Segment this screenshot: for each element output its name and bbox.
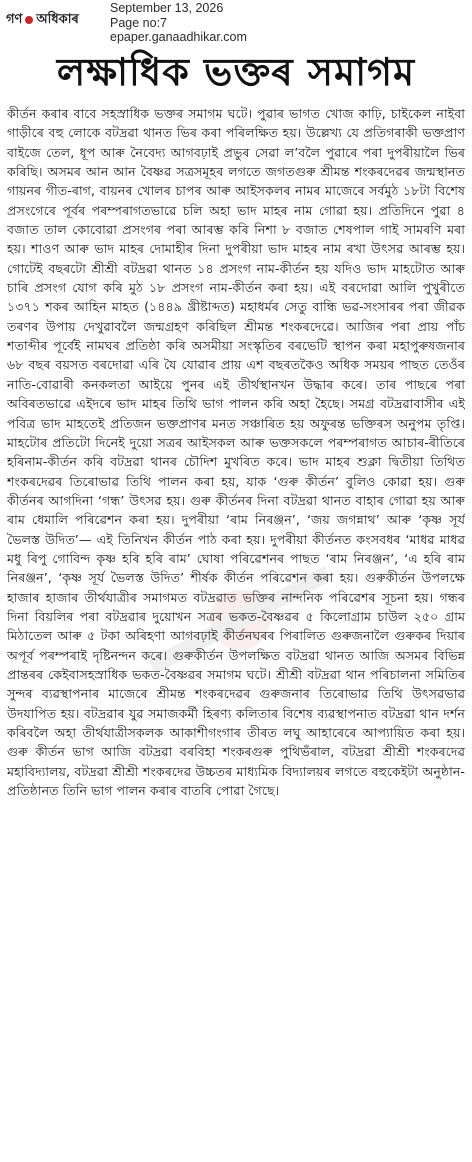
- edition-date: September 13, 2026: [110, 1, 224, 15]
- newspaper-logo: [6, 8, 94, 32]
- article-headline: লক্ষাধিক ভক্তৰ সমাগম: [56, 50, 416, 94]
- article-body: [7, 104, 465, 1156]
- epaper-url[interactable]: epaper.ganaadhikar.com: [110, 30, 247, 44]
- logo-text-right: অধিকাৰ: [36, 11, 79, 27]
- edition-meta: [110, 1, 350, 45]
- page-header: [0, 0, 472, 46]
- logo-text-left: গণ: [6, 11, 23, 27]
- logo-dot-icon: [25, 16, 33, 24]
- page-number: Page no:7: [110, 15, 167, 30]
- article-paragraph: কীৰ্তন কৰাৰ বাবে সহস্ৰাধিক ভক্তৰ সমাগম ঘটে। পুৱাৰ ভাগত খোজ কাঢ়ি, চাইকেল নাইবা গাড়ীৰে বহু লোকে বটদ্ৰৱা থানত ভিৰ কৰা পৰিলক্ষিত হয়। উল্লেখ্য যে প্ৰতিগৰাকী ভক্তপ্ৰাণ বাইজে তেল, ধূপ আৰু নৈবেদ্য আগবঢ়াই প্ৰভুৰ সেৱা ল’বলৈ পুৱাৰে পৰা দুপৰীয়ালৈ ভিৰ কৰিছি। অসমৰ আন আন বৈষ্ণৱ সত্ৰসমূহৰ লগতে জগতগুৰু শ্ৰীমন্ত শংকৰদেৱৰ জন্মস্থানত গায়নৰ গীত-ৰাগ, বায়নৰ খোলৰ চাপৰ আৰু আইসকলৰ নামৰ মাজেৰে সৰ্বমুঠ ১৮টা বিশেষ প্ৰসংগেৰে পূৰ্বৰ পৰম্পৰাগতভাৱে চলি অহা ভাদ মাহৰ নাম গোৱা হয়। প্ৰতিদিনে পুৱা ৪ বজাত তাল কোবোৱা প্ৰসংগৰ পৰা আৰম্ভ কৰি নিশা ৮ বজাত শেষপাল গাই সামৰণি মৰা হয়। শাওণ আৰু ভাদ মাহৰ দোমাহীৰ দিনা দুপৰীয়া ভাদ মাহৰ নাম ৰখা উৎসৱ আৰম্ভ হয়। গোটেই বছৰটো শ্ৰীশ্ৰী বটদ্ৰৱা থানত ১৪ প্ৰসংগ নাম-কীৰ্তন হয় যদিও ভাদ মাহটোত আৰু চাৰি প্ৰসংগ যোগ কৰি মুঠ ১৮ প্ৰসংগ নাম-কীৰ্তন কৰা হয়। এই বৰদোৱা আলি পুখুৰীতে ১৩৭১ শকৰ আহিন মাহত (১৪৪৯ খ্ৰীষ্টাব্দত) মহাধৰ্মৰ সেতু বান্ধি ভৱ-সংসাৰৰ পৰা জীৱক তৰণৰ উপায় দেখুৱাবলৈ জন্মগ্ৰহণ কৰিছিল শ্ৰীমন্ত শংকৰদেৱে। আজিৰ পৰা প্ৰায় পাঁচ শতাব্দীৰ পূৰ্বেই নামঘৰ প্ৰতিষ্ঠা কৰি অসমীয়া সংস্কৃতিৰ বৰভেটি স্থাপন কৰা মহাপুৰুষজনাৰ ৬৮ বছৰ বয়সত বৰদোৱা এৰি যৈ যোৱাৰ প্ৰায় এশ বছৰতকৈও অধিক সময়ৰ পাছত তেওঁৰ নাতি-বোৱাৰী কনকলতা আইয়ে পুনৰ এই তীৰ্থস্থানখন উদ্ধাৰ কৰে। তাৰ পাছৰে পৰা অবিৰতভাৱে এইদৰে ভাদ মাহৰ তিথি ভাগ পালন কৰি অহা হৈছে। সমগ্ৰ বটদ্ৰৱাবাসীৰ এই পবিত্ৰ ভাদ মাহতেই প্ৰতিজন ভক্তপ্ৰাণৰ মনত সঞ্চাৰিত হয় অফুৰন্ত ভক্তিৰস অনুপম তৃপ্তি। মাহটোৰ প্ৰতিটো দিনেই দুয়ো সত্ৰৰ আইসকল আৰু ভক্তসকলে পৰম্পৰাগত আচাৰ-ৰীতিৰে হৰিনাম-কীৰ্তন কৰি বটদ্ৰৱা থানৰ চৌদিশ মুখৰিত কৰে। ভাদ মাহৰ শুক্লা দ্বিতীয়া তিথিত শংকৰদেৱৰ তিৰোভাৱ তিথি পালন কৰা হয়, যাক ‘গুৰু কীৰ্তন’ বুলিও কোৱা হয়। গুৰু কীৰ্তনৰ আগদিনা ‘গন্ধ’ উৎসৱ হয়। গুৰু কীৰ্তনৰ দিনা বটদ্ৰৱা থানত বাহাৰ গোৱা হয় আৰু ৰাম ধেমালি পৰিৱেশন কৰা হয়। দুপৰীয়া ‘ৰাম নিৰঞ্জন’, ‘জয় জগন্নাথ’ আৰু ‘কৃষ্ণ সূৰ্য ভৈলস্ত উদিত’— এই তিনিখন কীৰ্তন পাঠ কৰা হয়। দুপৰীয়া কীৰ্তনত কংসবধৰ ‘মাধৱ মাধৱ মধু ৰিপু গোবিন্দ কৃষ্ণ হৰি হৰি ৰাম’ ঘোষা পৰিৱেশনৰ পাছত ‘ৰাম নিৰঞ্জন’, ‘এ হৰি ৰাম নিৰঞ্জন’, ‘কৃষ্ণ সূৰ্য ভৈলস্ত উদিত’ শীৰ্ষক কীৰ্তন পৰিৱেশন কৰা হয়। গুৰুকীৰ্তন উপলক্ষে হাজাৰ হাজাৰ তীৰ্থযাত্ৰীৰ সমাগমত বটদ্ৰৱাত ভক্তিৰ নান্দনিক পৰিৱেশৰ সূচনা হয়। গন্ধৰ দিনা বিয়লিৰ পৰা বটদ্ৰৱাৰ দুয়োখন সত্ৰৰ ভকত-বৈষ্ণৱৰ ৫ কিলোগ্ৰাম চাউল ২৫০ গ্ৰাম মিঠাতেল আৰু ৫ টকা অৰিহণা আগবঢ়াই কীৰ্তনঘৰৰ পিৰালিত গুৰুজনালৈ গুৰুকৰ দিয়াৰ অপূৰ্ব পৰম্পৰাই দৃষ্টিনন্দন কৰে। গুৰুকীৰ্তন উপলক্ষিত বটদ্ৰৱা থানত আজি অসমৰ বিভিন্ন প্ৰান্তৰৰ কেইবাসহস্ৰাধিক ভকত-বৈষ্ণৱৰ সমাগম ঘটে। শ্ৰীশ্ৰী বটদ্ৰৱা থান পৰিচালনা সমিতিৰ সুন্দৰ ব্যৱস্থাপনাৰ মাজেৰে শ্ৰীমন্ত শংকৰদেৱৰ গুৰুজনাৰ তিৰোভাৱ তিথি উৎসৱভাৱ উদযাপিত হয়। বটদ্ৰৱাৰ যুৱ সমাজকৰ্মী হিৰণ্য কলিতাৰ বিশেষ ব্যৱস্থাপনাত বটদ্ৰৱা থান দৰ্শন কৰিবলৈ অহা তীৰ্থযাত্ৰীসকলক আকাশীগংগাৰ তীৰত লঘু আহাৰেৰে আপ্যায়িত কৰা হয়। গুৰু কীৰ্তন ভাগ আজি বটদ্ৰৱা বৰবিহা শংকৰগুৰু পুথিভঁৰাল, বটদ্ৰৱা শ্ৰীশ্ৰী শংকৰদেৱ মহাবিদ্যালয়, বটদ্ৰৱা শ্ৰীশ্ৰী শংকৰদেৱ উচ্চতৰ মাধ্যমিক বিদ্যালয়ৰ লগতে বহুকেইটা অনুষ্ঠান-প্ৰতিষ্ঠানত তিনি ভাগ পালন কৰাৰ বাতৰি পোৱা গৈছে।: [7, 106, 465, 799]
